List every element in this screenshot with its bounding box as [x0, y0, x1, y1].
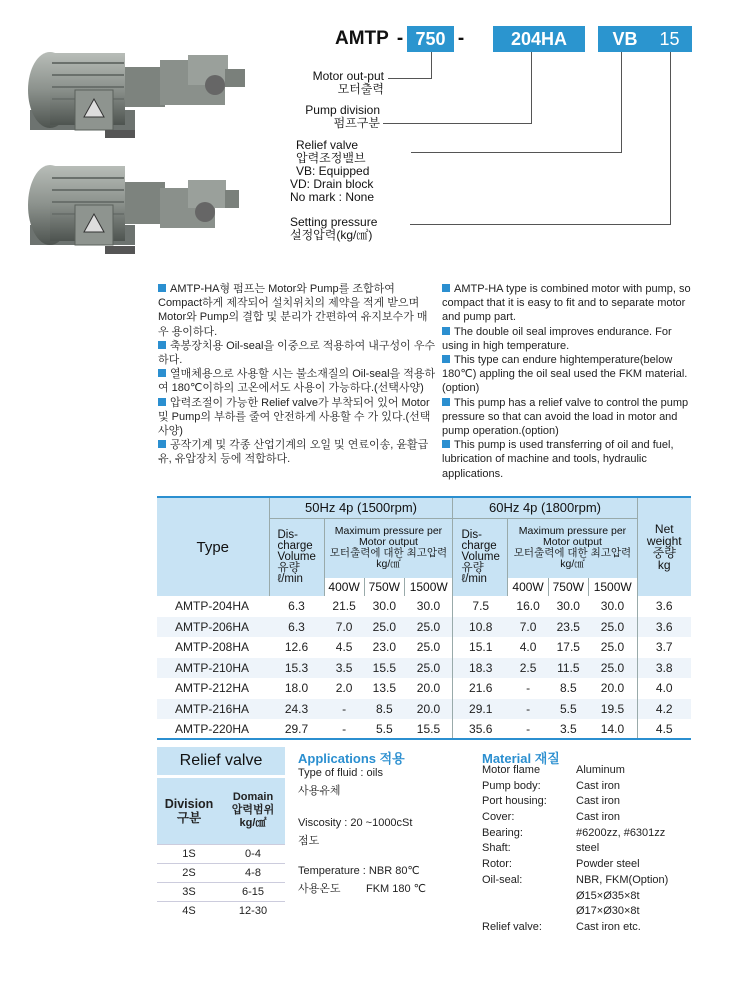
viscosity-kr: 점도 — [298, 835, 320, 847]
material-row — [482, 779, 692, 795]
relief-division-cell: 3S — [157, 882, 221, 901]
value-cell: 4.5 — [335, 640, 353, 655]
col-maxp-50: Maximum pressure per Motor output 모터출력에 대한 최고압력 kg/㎠ — [324, 518, 453, 578]
value-cell: 30.0 — [556, 599, 580, 614]
value-cell: 11.5 — [548, 658, 588, 679]
desc-en-item: AMTP-HA type is combined motor with pump, so compact that it is easy to fit and to separate motor and pump part. — [442, 283, 691, 324]
material-value: #6200zz, #6301zz — [576, 826, 666, 839]
material-row — [482, 889, 692, 905]
material-value: Cast iron — [576, 811, 621, 824]
pump-division-label: Pump division 펌프구분 — [305, 103, 380, 130]
watt-400-60: 400W — [508, 578, 548, 596]
value-cell: 2.5 — [508, 658, 548, 679]
value-cell: 5.5 — [375, 722, 393, 737]
col-type: Type — [157, 498, 269, 596]
applications-title: Applications 적용 — [298, 751, 405, 766]
value-cell: 6.3 — [288, 599, 305, 614]
watt-750-60: 750W — [548, 578, 588, 596]
desc-kr-item: 축봉장치용 Oil-seal을 이중으로 적용하여 내구성이 우수하다. — [158, 339, 436, 367]
description-korean — [158, 282, 436, 467]
value-cell: 35.6 — [453, 719, 508, 740]
model-prefix: AMTP — [335, 28, 389, 49]
desc-en-item: This pump has a relief valve to control the pump pressure so that can avoid the load in motor and pump operation.(option) — [442, 396, 689, 438]
relief-row — [157, 882, 285, 901]
model-cell: AMTP-206HA — [157, 617, 269, 638]
relief-division-cell: 4S — [157, 901, 221, 920]
value-cell: 21.6 — [453, 678, 508, 699]
relief-row — [157, 844, 285, 863]
col-discharge-50: Dis- charge Volume 유량 ℓ/min — [269, 518, 324, 596]
relief-valve-label: Relief valve 압력조정밸브 VB: Equipped VD: Drain block No mark : None — [290, 138, 375, 204]
material-value: Cast iron etc. — [576, 920, 641, 933]
value-cell: - — [342, 722, 347, 737]
leader-line — [431, 52, 432, 79]
value-cell: 13.5 — [372, 681, 396, 696]
material-value: NBR, FKM(Option) — [576, 873, 669, 886]
material-row — [482, 904, 692, 920]
value-cell: 3.5 — [559, 722, 577, 737]
relief-domain-cell: 6-15 — [221, 882, 285, 901]
leader-line — [383, 123, 532, 124]
value-cell: 15.3 — [269, 658, 324, 679]
material-part: Relief valve: — [482, 920, 542, 933]
hz60-header: 60Hz 4p (1800rpm) — [453, 498, 637, 518]
value-cell: 3.5 — [324, 658, 364, 679]
watt-400-50: 400W — [324, 578, 364, 596]
value-cell: 20.0 — [600, 681, 625, 696]
value-cell: 3.6 — [637, 617, 691, 638]
value-cell: 25.0 — [588, 617, 637, 638]
leader-line — [531, 52, 532, 124]
leader-line — [621, 52, 622, 153]
model-cell: AMTP-212HA — [175, 681, 250, 696]
desc-en-item: This pump is used transferring of oil and fuel, lubrication of machine and tools, hydraulic applications. — [442, 439, 674, 480]
value-cell: 20.0 — [404, 699, 453, 720]
material-value: steel — [576, 842, 600, 855]
table-row — [157, 637, 691, 658]
value-cell: 30.0 — [416, 599, 441, 614]
table-row — [157, 719, 691, 740]
col-weight: Net weight 중량 kg — [637, 498, 691, 596]
temperature-fkm: FKM 180 ℃ — [366, 883, 427, 895]
leader-line — [670, 52, 671, 225]
material-value: Cast iron — [576, 779, 621, 792]
value-cell: 19.5 — [588, 699, 637, 720]
value-cell: 7.0 — [508, 617, 548, 638]
material-value: Ø15×Ø35×8t — [576, 889, 640, 902]
material-list — [482, 763, 692, 936]
value-cell: 2.0 — [335, 681, 353, 696]
relief-col-domain: Domain 압력범위 kg/㎠ — [221, 778, 285, 844]
model-dash: - — [396, 28, 404, 49]
fluid-type: Type of fluid : oils — [298, 767, 383, 779]
col-maxp-60: Maximum pressure per Motor output 모터출력에 대한 최고압력 kg/㎠ — [508, 518, 637, 578]
relief-division-cell: 1S — [157, 844, 221, 863]
value-cell: 5.5 — [548, 699, 588, 720]
description-english — [442, 282, 692, 481]
material-row — [482, 857, 692, 873]
hz50-header: 50Hz 4p (1500rpm) — [269, 498, 453, 518]
col-discharge-60: Dis- charge Volume 유량 ℓ/min — [453, 518, 508, 596]
value-cell: 10.8 — [453, 617, 508, 638]
relief-domain-cell: 0-4 — [221, 844, 285, 863]
value-cell: 3.8 — [637, 658, 691, 679]
material-value: Aluminum — [576, 764, 625, 776]
value-cell: - — [526, 722, 531, 737]
desc-en-item: This type can endure hightemperature(below 180℃) appling the oil seal used the FKM material.(option) — [442, 354, 688, 395]
value-cell: - — [526, 681, 531, 696]
material-part: Bearing: — [482, 826, 523, 839]
relief-division-cell: 2S — [157, 863, 221, 882]
model-code — [335, 26, 695, 52]
value-cell: 8.5 — [364, 699, 404, 720]
value-cell: 12.6 — [284, 640, 309, 655]
table-row — [157, 596, 691, 617]
temperature: Temperature : NBR 80℃ — [298, 865, 420, 877]
leader-line — [410, 224, 671, 225]
setting-pressure-label: Setting pressure 설정압력(kg/㎠) — [290, 215, 378, 242]
material-row — [482, 920, 692, 936]
value-cell: 18.3 — [453, 658, 508, 679]
code-box-pressure: 15 — [647, 26, 692, 52]
code-box-relief: VB — [598, 26, 652, 52]
material-value: Ø17×Ø30×8t — [576, 905, 640, 918]
spec-table — [157, 498, 691, 740]
code-box-pump: 204HA — [493, 26, 585, 52]
desc-kr-item: 공작기계 및 각종 산업기계의 오일 및 연료이송, 윤활급유, 유압장치 등에 적합하다. — [158, 439, 429, 466]
pump-photo-2 — [20, 150, 260, 265]
model-dash: - — [457, 28, 465, 49]
table-row — [157, 678, 691, 699]
desc-kr-item: AMTP-HA형 펌프는 Motor와 Pump를 조합하여 Compact하게 제작되어 설치위치의 제약을 적게 받으며 Motor와 Pump의 결합 및 분리가 간편하여 유지보수가 매우 용이하다. — [158, 283, 428, 338]
value-cell: 4.0 — [519, 640, 537, 655]
motor-output-label: Motor out-put 모터출력 — [312, 69, 384, 96]
leader-line — [388, 78, 432, 79]
value-cell: 30.0 — [600, 599, 625, 614]
material-part: Rotor: — [482, 858, 512, 871]
value-cell: 4.0 — [637, 678, 691, 699]
table-row — [157, 699, 691, 720]
relief-domain-cell: 12-30 — [221, 901, 285, 920]
value-cell: - — [324, 699, 364, 720]
model-cell: AMTP-220HA — [175, 722, 250, 737]
value-cell: 25.0 — [364, 617, 404, 638]
value-cell: 25.0 — [416, 640, 441, 655]
value-cell: 25.0 — [404, 658, 453, 679]
table-top-rule — [157, 496, 691, 498]
value-cell: 15.1 — [453, 637, 508, 658]
material-part: Oil-seal: — [482, 873, 523, 886]
value-cell: 29.1 — [453, 699, 508, 720]
material-part: Motor flame — [482, 764, 541, 776]
material-part: Cover: — [482, 811, 515, 824]
material-part: Pump body: — [482, 779, 541, 792]
material-part: Port housing: — [482, 795, 547, 808]
viscosity: Viscosity : 20 ~1000cSt — [298, 817, 413, 829]
value-cell: - — [508, 699, 548, 720]
material-value: Powder steel — [576, 858, 640, 871]
value-cell: 14.0 — [600, 722, 625, 737]
watt-1500-60: 1500W — [588, 578, 637, 596]
material-row — [482, 794, 692, 810]
value-cell: 20.0 — [416, 681, 441, 696]
value-cell: 17.5 — [556, 640, 580, 655]
value-cell: 21.5 — [332, 599, 356, 614]
model-cell: AMTP-216HA — [157, 699, 269, 720]
value-cell: 23.5 — [548, 617, 588, 638]
value-cell: 29.7 — [284, 722, 309, 737]
value-cell: 25.0 — [588, 658, 637, 679]
material-row — [482, 841, 692, 857]
model-cell: AMTP-210HA — [157, 658, 269, 679]
value-cell: 25.0 — [600, 640, 625, 655]
material-row — [482, 826, 692, 842]
relief-valve-title: Relief valve — [157, 747, 285, 775]
leader-line — [411, 152, 622, 153]
value-cell: 15.5 — [364, 658, 404, 679]
temperature-kr: 사용온도 — [298, 883, 341, 895]
material-row — [482, 810, 692, 826]
desc-kr-item: 압력조절이 가능한 Relief valve가 부착되어 있어 Motor 및 Pump의 부하를 줄여 안전하게 사용할 수 가 있다.(선택사양) — [158, 396, 431, 438]
value-cell: 23.0 — [372, 640, 396, 655]
value-cell: 3.6 — [637, 596, 691, 617]
relief-row — [157, 863, 285, 882]
table-row — [157, 617, 691, 638]
value-cell: 7.0 — [324, 617, 364, 638]
relief-row — [157, 901, 285, 920]
value-cell: 16.0 — [516, 599, 540, 614]
value-cell: 3.7 — [637, 637, 691, 658]
fluid-type-kr: 사용유체 — [298, 785, 341, 797]
material-row — [482, 763, 692, 779]
desc-en-item: The double oil seal improves endurance. For using in high temperature. — [442, 325, 672, 352]
value-cell: 6.3 — [269, 617, 324, 638]
relief-domain-cell: 4-8 — [221, 863, 285, 882]
pump-photo-1 — [20, 35, 260, 150]
table-bottom-rule — [157, 738, 691, 740]
value-cell: 30.0 — [372, 599, 396, 614]
value-cell: 24.3 — [269, 699, 324, 720]
table-row — [157, 658, 691, 679]
value-cell: 15.5 — [416, 722, 441, 737]
model-cell: AMTP-208HA — [175, 640, 250, 655]
value-cell: 8.5 — [559, 681, 577, 696]
value-cell: 4.5 — [637, 719, 691, 740]
watt-750-50: 750W — [364, 578, 404, 596]
desc-kr-item: 열매체용으로 사용할 시는 불소재질의 Oil-seal을 적용하여 180℃이하의 고온에서도 사용이 가능하다.(선택사양) — [158, 368, 436, 395]
relief-table — [157, 778, 285, 920]
code-box-motor: 750 — [407, 26, 454, 52]
watt-1500-50: 1500W — [404, 578, 453, 596]
relief-col-division: Division 구분 — [157, 778, 221, 844]
model-cell: AMTP-204HA — [175, 599, 250, 614]
value-cell: 18.0 — [284, 681, 309, 696]
value-cell: 4.2 — [637, 699, 691, 720]
material-title: Material 재질 — [482, 751, 560, 766]
material-value: Cast iron — [576, 795, 621, 808]
value-cell: 25.0 — [404, 617, 453, 638]
value-cell: 7.5 — [453, 596, 508, 617]
material-part: Shaft: — [482, 842, 511, 855]
material-row — [482, 873, 692, 889]
